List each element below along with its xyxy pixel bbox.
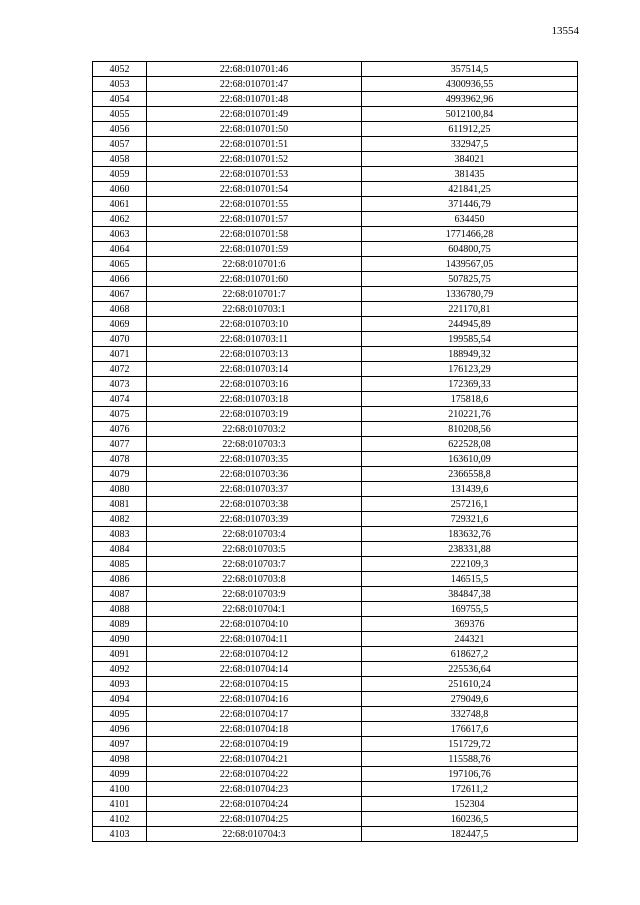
table-row <box>93 62 578 77</box>
table-row <box>93 692 578 707</box>
value-cell: 244321 <box>362 632 578 647</box>
cadastral-number-cell: 22:68:010703:18 <box>147 392 362 407</box>
table-row <box>93 122 578 137</box>
row-number-cell: 4064 <box>93 242 147 257</box>
cadastral-number-cell: 22:68:010704:14 <box>147 662 362 677</box>
row-number-cell: 4083 <box>93 527 147 542</box>
table-row <box>93 392 578 407</box>
value-cell: 244945,89 <box>362 317 578 332</box>
value-cell: 151729,72 <box>362 737 578 752</box>
row-number-cell: 4057 <box>93 137 147 152</box>
value-cell: 604800,75 <box>362 242 578 257</box>
value-cell: 279049,6 <box>362 692 578 707</box>
table-row <box>93 302 578 317</box>
table-row <box>93 722 578 737</box>
table-row <box>93 182 578 197</box>
value-cell: 332947,5 <box>362 137 578 152</box>
table-row <box>93 707 578 722</box>
value-cell: 199585,54 <box>362 332 578 347</box>
table-row <box>93 542 578 557</box>
value-cell: 221170,81 <box>362 302 578 317</box>
cadastral-number-cell: 22:68:010701:53 <box>147 167 362 182</box>
row-number-cell: 4075 <box>93 407 147 422</box>
table-row <box>93 272 578 287</box>
table-row <box>93 827 578 842</box>
table-row <box>93 812 578 827</box>
row-number-cell: 4080 <box>93 482 147 497</box>
row-number-cell: 4085 <box>93 557 147 572</box>
value-cell: 332748,8 <box>362 707 578 722</box>
row-number-cell: 4055 <box>93 107 147 122</box>
row-number-cell: 4101 <box>93 797 147 812</box>
cadastral-number-cell: 22:68:010703:9 <box>147 587 362 602</box>
value-cell: 381435 <box>362 167 578 182</box>
cadastral-number-cell: 22:68:010703:3 <box>147 437 362 452</box>
row-number-cell: 4089 <box>93 617 147 632</box>
value-cell: 371446,79 <box>362 197 578 212</box>
value-cell: 225536,64 <box>362 662 578 677</box>
cadastral-number-cell: 22:68:010703:35 <box>147 452 362 467</box>
table-row <box>93 437 578 452</box>
cadastral-number-cell: 22:68:010703:16 <box>147 377 362 392</box>
cadastral-number-cell: 22:68:010703:14 <box>147 362 362 377</box>
cadastral-number-cell: 22:68:010703:7 <box>147 557 362 572</box>
cadastral-number-cell: 22:68:010701:51 <box>147 137 362 152</box>
row-number-cell: 4088 <box>93 602 147 617</box>
table-row <box>93 152 578 167</box>
cadastral-number-cell: 22:68:010701:54 <box>147 182 362 197</box>
table-row <box>93 212 578 227</box>
table-row <box>93 737 578 752</box>
value-cell: 5012100,84 <box>362 107 578 122</box>
cadastral-number-cell: 22:68:010703:37 <box>147 482 362 497</box>
row-number-cell: 4078 <box>93 452 147 467</box>
cadastral-number-cell: 22:68:010701:52 <box>147 152 362 167</box>
value-cell: 634450 <box>362 212 578 227</box>
table-row <box>93 677 578 692</box>
row-number-cell: 4073 <box>93 377 147 392</box>
table-row <box>93 797 578 812</box>
value-cell: 210221,76 <box>362 407 578 422</box>
cadastral-number-cell: 22:68:010704:19 <box>147 737 362 752</box>
cadastral-number-cell: 22:68:010701:48 <box>147 92 362 107</box>
cadastral-number-cell: 22:68:010704:22 <box>147 767 362 782</box>
row-number-cell: 4096 <box>93 722 147 737</box>
value-cell: 169755,5 <box>362 602 578 617</box>
cadastral-number-cell: 22:68:010704:25 <box>147 812 362 827</box>
cadastral-number-cell: 22:68:010704:24 <box>147 797 362 812</box>
value-cell: 1439567,05 <box>362 257 578 272</box>
table-row <box>93 752 578 767</box>
cadastral-number-cell: 22:68:010703:11 <box>147 332 362 347</box>
row-number-cell: 4090 <box>93 632 147 647</box>
cadastral-number-cell: 22:68:010704:15 <box>147 677 362 692</box>
data-table <box>92 61 578 842</box>
table-row <box>93 662 578 677</box>
value-cell: 152304 <box>362 797 578 812</box>
row-number-cell: 4092 <box>93 662 147 677</box>
value-cell: 197106,76 <box>362 767 578 782</box>
row-number-cell: 4097 <box>93 737 147 752</box>
table-row <box>93 362 578 377</box>
table-row <box>93 287 578 302</box>
value-cell: 2366558,8 <box>362 467 578 482</box>
table-row <box>93 197 578 212</box>
value-cell: 176617,6 <box>362 722 578 737</box>
row-number-cell: 4084 <box>93 542 147 557</box>
cadastral-number-cell: 22:68:010704:10 <box>147 617 362 632</box>
row-number-cell: 4074 <box>93 392 147 407</box>
row-number-cell: 4063 <box>93 227 147 242</box>
table-row <box>93 617 578 632</box>
value-cell: 238331,88 <box>362 542 578 557</box>
value-cell: 257216,1 <box>362 497 578 512</box>
row-number-cell: 4099 <box>93 767 147 782</box>
row-number-cell: 4098 <box>93 752 147 767</box>
cadastral-number-cell: 22:68:010704:21 <box>147 752 362 767</box>
cadastral-number-cell: 22:68:010701:47 <box>147 77 362 92</box>
cadastral-number-cell: 22:68:010701:6 <box>147 257 362 272</box>
table-row <box>93 317 578 332</box>
row-number-cell: 4068 <box>93 302 147 317</box>
row-number-cell: 4103 <box>93 827 147 842</box>
cadastral-number-cell: 22:68:010703:4 <box>147 527 362 542</box>
value-cell: 729321,6 <box>362 512 578 527</box>
value-cell: 175818,6 <box>362 392 578 407</box>
table-row <box>93 347 578 362</box>
row-number-cell: 4082 <box>93 512 147 527</box>
row-number-cell: 4052 <box>93 62 147 77</box>
cadastral-number-cell: 22:68:010704:12 <box>147 647 362 662</box>
row-number-cell: 4056 <box>93 122 147 137</box>
row-number-cell: 4067 <box>93 287 147 302</box>
cadastral-number-cell: 22:68:010701:58 <box>147 227 362 242</box>
table-row <box>93 647 578 662</box>
row-number-cell: 4071 <box>93 347 147 362</box>
table-row <box>93 107 578 122</box>
value-cell: 810208,56 <box>362 422 578 437</box>
table-row <box>93 452 578 467</box>
table-row <box>93 137 578 152</box>
table-row <box>93 332 578 347</box>
row-number-cell: 4094 <box>93 692 147 707</box>
table-row <box>93 257 578 272</box>
value-cell: 172369,33 <box>362 377 578 392</box>
cadastral-number-cell: 22:68:010701:60 <box>147 272 362 287</box>
value-cell: 369376 <box>362 617 578 632</box>
value-cell: 4993962,96 <box>362 92 578 107</box>
value-cell: 222109,3 <box>362 557 578 572</box>
value-cell: 131439,6 <box>362 482 578 497</box>
value-cell: 182447,5 <box>362 827 578 842</box>
cadastral-number-cell: 22:68:010703:2 <box>147 422 362 437</box>
cadastral-number-cell: 22:68:010701:7 <box>147 287 362 302</box>
value-cell: 163610,09 <box>362 452 578 467</box>
row-number-cell: 4061 <box>93 197 147 212</box>
cadastral-number-cell: 22:68:010703:19 <box>147 407 362 422</box>
cadastral-number-cell: 22:68:010701:55 <box>147 197 362 212</box>
table-row <box>93 407 578 422</box>
value-cell: 618627,2 <box>362 647 578 662</box>
table-row <box>93 467 578 482</box>
row-number-cell: 4102 <box>93 812 147 827</box>
cadastral-number-cell: 22:68:010704:18 <box>147 722 362 737</box>
row-number-cell: 4100 <box>93 782 147 797</box>
cadastral-number-cell: 22:68:010703:39 <box>147 512 362 527</box>
table-row <box>93 602 578 617</box>
table-row <box>93 767 578 782</box>
cadastral-number-cell: 22:68:010703:10 <box>147 317 362 332</box>
row-number-cell: 4065 <box>93 257 147 272</box>
cadastral-number-cell: 22:68:010701:49 <box>147 107 362 122</box>
row-number-cell: 4093 <box>93 677 147 692</box>
table-row <box>93 557 578 572</box>
value-cell: 622528,08 <box>362 437 578 452</box>
row-number-cell: 4091 <box>93 647 147 662</box>
value-cell: 507825,75 <box>362 272 578 287</box>
table-row <box>93 527 578 542</box>
value-cell: 160236,5 <box>362 812 578 827</box>
cadastral-number-cell: 22:68:010703:8 <box>147 572 362 587</box>
row-number-cell: 4059 <box>93 167 147 182</box>
value-cell: 4300936,55 <box>362 77 578 92</box>
row-number-cell: 4095 <box>93 707 147 722</box>
table-row <box>93 422 578 437</box>
value-cell: 384847,38 <box>362 587 578 602</box>
table-row <box>93 482 578 497</box>
row-number-cell: 4077 <box>93 437 147 452</box>
value-cell: 183632,76 <box>362 527 578 542</box>
cadastral-number-cell: 22:68:010701:46 <box>147 62 362 77</box>
cadastral-number-cell: 22:68:010704:17 <box>147 707 362 722</box>
row-number-cell: 4053 <box>93 77 147 92</box>
table-row <box>93 377 578 392</box>
row-number-cell: 4070 <box>93 332 147 347</box>
row-number-cell: 4060 <box>93 182 147 197</box>
cadastral-number-cell: 22:68:010704:23 <box>147 782 362 797</box>
table-row <box>93 242 578 257</box>
cadastral-number-cell: 22:68:010704:3 <box>147 827 362 842</box>
table-row <box>93 77 578 92</box>
row-number-cell: 4086 <box>93 572 147 587</box>
row-number-cell: 4081 <box>93 497 147 512</box>
row-number-cell: 4087 <box>93 587 147 602</box>
row-number-cell: 4054 <box>93 92 147 107</box>
table-row <box>93 572 578 587</box>
row-number-cell: 4066 <box>93 272 147 287</box>
cadastral-number-cell: 22:68:010703:36 <box>147 467 362 482</box>
cadastral-number-cell: 22:68:010704:16 <box>147 692 362 707</box>
row-number-cell: 4072 <box>93 362 147 377</box>
table-row <box>93 512 578 527</box>
cadastral-number-cell: 22:68:010704:11 <box>147 632 362 647</box>
value-cell: 1771466,28 <box>362 227 578 242</box>
value-cell: 1336780,79 <box>362 287 578 302</box>
value-cell: 421841,25 <box>362 182 578 197</box>
cadastral-number-cell: 22:68:010701:59 <box>147 242 362 257</box>
table-row <box>93 227 578 242</box>
value-cell: 188949,32 <box>362 347 578 362</box>
value-cell: 357514,5 <box>362 62 578 77</box>
value-cell: 146515,5 <box>362 572 578 587</box>
row-number-cell: 4062 <box>93 212 147 227</box>
cadastral-number-cell: 22:68:010703:5 <box>147 542 362 557</box>
cadastral-number-cell: 22:68:010701:57 <box>147 212 362 227</box>
row-number-cell: 4076 <box>93 422 147 437</box>
cadastral-number-cell: 22:68:010704:1 <box>147 602 362 617</box>
table-row <box>93 632 578 647</box>
cadastral-number-cell: 22:68:010701:50 <box>147 122 362 137</box>
cadastral-number-cell: 22:68:010703:38 <box>147 497 362 512</box>
table-row <box>93 587 578 602</box>
value-cell: 611912,25 <box>362 122 578 137</box>
table-row <box>93 497 578 512</box>
value-cell: 251610,24 <box>362 677 578 692</box>
value-cell: 384021 <box>362 152 578 167</box>
page-number: 13554 <box>551 25 579 37</box>
value-cell: 115588,76 <box>362 752 578 767</box>
value-cell: 176123,29 <box>362 362 578 377</box>
row-number-cell: 4058 <box>93 152 147 167</box>
cadastral-number-cell: 22:68:010703:1 <box>147 302 362 317</box>
row-number-cell: 4069 <box>93 317 147 332</box>
cadastral-number-cell: 22:68:010703:13 <box>147 347 362 362</box>
table-row <box>93 167 578 182</box>
row-number-cell: 4079 <box>93 467 147 482</box>
table-body <box>93 62 578 842</box>
table-row <box>93 92 578 107</box>
value-cell: 172611,2 <box>362 782 578 797</box>
table-row <box>93 782 578 797</box>
